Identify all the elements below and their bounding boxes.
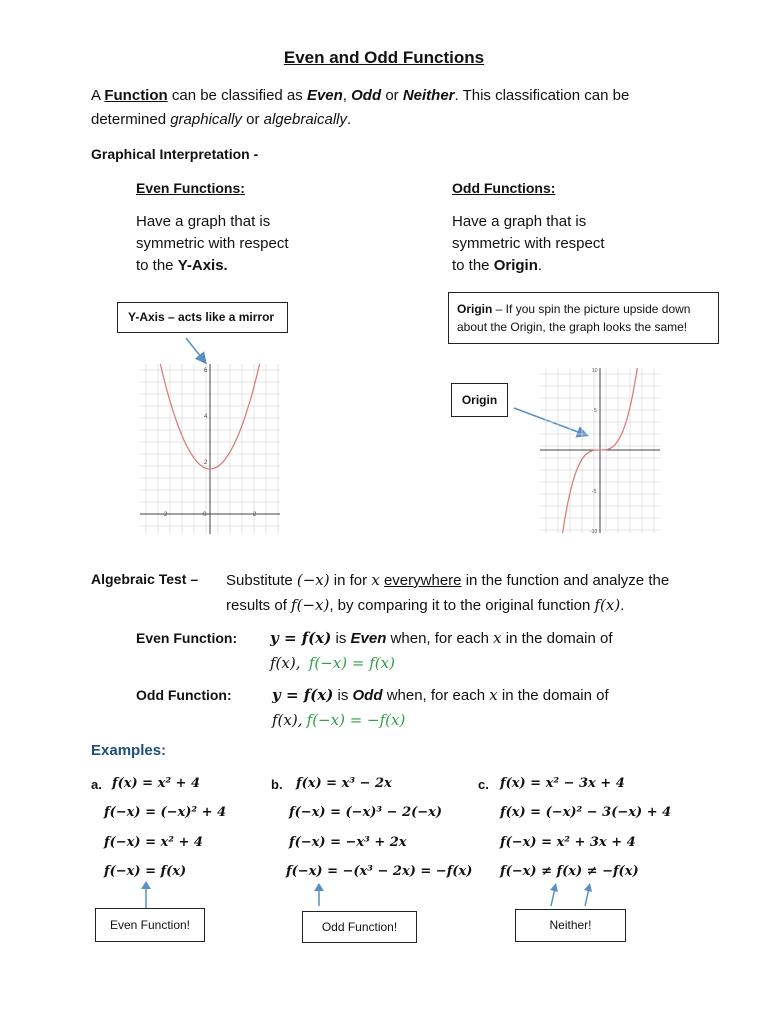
odd-description — [452, 211, 605, 277]
intro-text: A — [91, 87, 101, 104]
intro-text: , — [342, 87, 347, 104]
example-a-line: f(−x) = f(x) — [104, 864, 187, 879]
example-b-arrow-icon — [311, 882, 327, 908]
example-b-line: f(−x) = −x³ + 2x — [289, 835, 407, 850]
even-def-fx: f(x), — [270, 654, 301, 672]
example-c-line: f(−x) = x² + 3x + 4 — [500, 835, 636, 850]
tick-label: 6 — [204, 368, 208, 374]
tick-label: 2 — [204, 460, 208, 466]
alg-math: f(x) — [594, 596, 621, 614]
odd-desc-line: . — [537, 257, 543, 274]
intro-even-word: Even — [306, 87, 343, 104]
origin-small-box: Origin — [451, 383, 508, 417]
example-a-arrow-icon — [138, 880, 154, 910]
odd-def-text: when, for each — [386, 687, 486, 704]
odd-condition: f(−x) = −f(x) — [306, 711, 406, 729]
even-desc-line: to the — [136, 257, 174, 274]
intro-function-word: Function — [104, 87, 168, 104]
example-c-line: f(x) = x² − 3x + 4 — [500, 776, 625, 791]
tick-label: -2 — [162, 512, 168, 518]
alg-text: . — [620, 597, 625, 614]
alg-math: x — [371, 571, 380, 589]
graphical-heading: Graphical Interpretation - — [91, 146, 259, 162]
example-b-label: b. — [271, 777, 283, 792]
even-def-word: Even — [350, 630, 387, 647]
odd-def-text: in the domain of — [501, 687, 609, 704]
algebraic-heading: Algebraic Test – — [91, 571, 199, 587]
origin-explanation-text: – If you spin the picture upside down about the Origin, the graph looks the same! — [457, 302, 691, 334]
example-b-line: f(−x) = −(x³ − 2x) = −f(x) — [286, 864, 473, 879]
example-b-line: f(x) = x³ − 2x — [296, 776, 392, 791]
origin-explanation-box — [448, 292, 719, 344]
odd-desc-line: to the — [452, 257, 490, 274]
intro-text: . This classification can be — [454, 87, 630, 104]
yaxis-mirror-box: Y-Axis – acts like a mirror — [117, 302, 288, 333]
intro-text: or — [246, 111, 260, 128]
odd-desc-line: symmetric with respect — [452, 235, 605, 252]
intro-neither-word: Neither — [402, 87, 455, 104]
odd-eq: y = f(x) — [272, 686, 334, 704]
even-def-text: when, for each — [390, 630, 489, 647]
alg-text: in the function and analyze the — [465, 572, 670, 589]
tick-label: 5 — [594, 408, 597, 414]
odd-functions-heading: Odd Functions: — [452, 180, 556, 196]
intro-graphically: graphically — [170, 111, 242, 128]
alg-everywhere: everywhere — [383, 572, 462, 589]
even-desc-line: Have a graph that is — [136, 213, 271, 230]
tick-label: -5 — [592, 489, 597, 495]
intro-text: can be classified as — [171, 87, 303, 104]
algebraic-description — [226, 568, 726, 618]
odd-function-result-box: Odd Function! — [302, 911, 417, 943]
tick-label: 0 — [203, 512, 207, 518]
example-c-line: f(−x) ≠ f(x) ≠ −f(x) — [500, 864, 639, 879]
intro-odd-word: Odd — [351, 87, 382, 104]
odd-def-word: Odd — [352, 687, 383, 704]
odd-desc-line: Have a graph that is — [452, 213, 587, 230]
intro-text: determined — [91, 111, 167, 128]
alg-text: in for — [333, 572, 368, 589]
odd-desc-origin: Origin — [493, 257, 538, 274]
alg-math: f(−x) — [291, 596, 330, 614]
example-a-line: f(−x) = (−x)² + 4 — [104, 805, 227, 820]
example-c-label: c. — [478, 777, 489, 792]
tick-label: -10 — [590, 529, 598, 533]
example-c-line: f(x) = (−x)² − 3(−x) + 4 — [500, 805, 672, 820]
intro-algebraically: algebraically — [263, 111, 348, 128]
alg-text: , by comparing it to the original function — [329, 597, 591, 614]
odd-function-graph — [540, 368, 660, 533]
even-description — [136, 211, 289, 277]
intro-text: . — [347, 111, 352, 128]
even-def-text: in the domain of — [505, 630, 613, 647]
example-a-line: f(−x) = x² + 4 — [104, 835, 203, 850]
alg-math: (−x) — [296, 571, 330, 589]
alg-text: results of — [226, 597, 287, 614]
even-eq: y = f(x) — [270, 629, 332, 647]
even-function-definition — [270, 626, 700, 676]
even-function-result-box: Even Function! — [95, 908, 205, 942]
even-def-text: is — [335, 630, 347, 647]
tick-label: 10 — [592, 368, 598, 374]
intro-text: or — [385, 87, 399, 104]
even-function-graph — [140, 364, 280, 534]
example-b-line: f(−x) = (−x)³ − 2(−x) — [289, 805, 443, 820]
example-c-arrows-icon — [541, 882, 601, 908]
example-a-line: f(x) = x² + 4 — [112, 776, 201, 791]
tick-label: 2 — [253, 512, 257, 518]
alg-text: Substitute — [226, 572, 293, 589]
even-function-label: Even Function: — [136, 630, 238, 646]
even-desc-yaxis: Y-Axis. — [177, 257, 228, 274]
examples-heading: Examples: — [91, 742, 167, 759]
tick-label: 4 — [204, 414, 208, 420]
odd-def-fx: f(x), — [272, 711, 303, 729]
odd-def-x: x — [489, 686, 498, 704]
odd-function-label: Odd Function: — [136, 687, 232, 703]
neither-result-box: Neither! — [515, 909, 626, 942]
even-desc-line: symmetric with respect — [136, 235, 289, 252]
page-title: Even and Odd Functions — [283, 48, 485, 67]
odd-function-definition — [272, 683, 702, 733]
even-def-x: x — [493, 629, 502, 647]
intro-paragraph — [91, 84, 691, 132]
example-a-label: a. — [91, 777, 102, 792]
even-functions-heading: Even Functions: — [136, 180, 245, 196]
odd-def-text: is — [337, 687, 349, 704]
even-condition: f(−x) = f(x) — [308, 654, 395, 672]
origin-explanation-bold: Origin — [457, 302, 493, 316]
